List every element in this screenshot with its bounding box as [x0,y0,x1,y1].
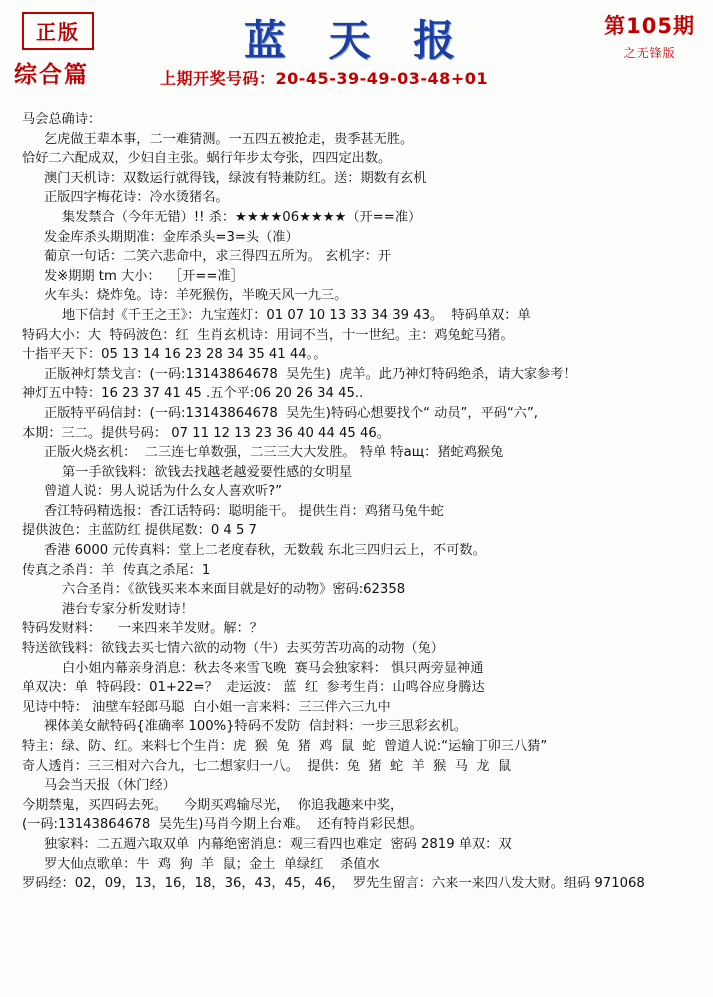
article-line: 发金库杀头期期准：金库杀头=3=头（准） [44,229,299,245]
article-line: 乞虎做王辈本事，二一难猜测。一五四五被抢走，贵季甚无胜。 [44,131,414,147]
authentic-badge: 正版 [22,12,94,50]
article-line: 单双决：单 特码段：01+22=？ 走运波： 蓝 红 参考生肖：山鸣谷应身腾达 [22,680,485,696]
article-line: 港台专家分析发财诗！ [62,601,194,617]
article-line: 裸体美女献特码{准确率 100%}特码不发防 信封料：一步三思彩玄机。 [44,719,468,735]
article-line: 奇人透肖：三三相对六合九，七二想家归一八。 提供：兔 猪 蛇 羊 猴 马 龙 鼠 [22,758,512,774]
article-line: 恰好二六配成双，少妇自主张。蜗行年步太夸张，四四定出数。 [22,151,392,167]
article-line: 正版火烧玄机： 二三连七单数强，二三三大大发胜。 特单 特ащ：猪蛇鸡猴兔 [44,445,504,461]
last-draw-label: 上期开奖号码： [160,69,276,88]
article-line: 神灯五中特：16 23 37 41 45 .五个平:06 20 26 34 45.. [22,386,364,402]
article-line: 曾道人说：男人说话为什么女人喜欢听?” [44,484,283,500]
article-line: 澳门天机诗：双数运行就得钱，绿波有特兼防红。送：期数有玄机 [44,170,427,186]
issue-block [604,10,695,61]
last-draw-line [160,66,488,89]
article-line: 特主：绿、防、红。来料七个生肖：虎 猴 兔 猪 鸡 鼠 蛇 曾道人说:“运输丁卯三八猜” [22,739,548,754]
article-line: 今期禁鬼，买四码去死。 今期买鸡输尽光， 你追我趣来中奖， [22,797,404,813]
article-line: 香港 6000 元传真料：堂上二老度春秋，无数载 东北三四归云上，不可数。 [44,543,486,559]
article-line: 发※期期 tm 大小： ［开==准］ [44,268,244,284]
article-line: 传真之杀肖：羊 传真之杀尾：1 [22,562,211,578]
article-line: (一码:13143864678 吴先生)马肖今期上台难。 还有特肖彩民想。 [22,817,423,833]
article-line: 罗大仙点歌单：牛 鸡 狗 羊 鼠；金土 单绿红 杀值水 [44,856,380,872]
article-line: 六合圣肖：《欲钱买来本来面目就是好的动物》密码:62358 [62,582,406,598]
article-line: 第一手欲钱料：欲钱去找越老越爱要性感的女明星 [62,464,353,480]
article-line: 集发禁合（今年无错）!! 杀：★★★★06★★★★（开==准） [62,209,422,225]
article-line: 特码大小：大 特码波色：红 生肖玄机诗：用词不当，十一世纪。主：鸡兔蛇马猪。 [22,327,514,343]
article-line: 正版神灯禁戈言：(一码:13143864678 吴先生) 虎羊。此乃神灯特码绝杀，请大家参考！ [44,366,577,382]
article-line: 白小姐内幕亲身消息：秋去冬来雪飞晚 赛马会独家料： 惧只两旁显神通 [62,660,484,676]
article-line: 香江特码精选报：香江话特码：聪明能干。 提供生肖：鸡猪马兔牛蛇 [44,503,444,519]
issue-edition: 之无锋版 [623,46,676,60]
article-line: 提供波色：主蓝防红 提供尾数：0 4 5 7 [22,523,257,539]
article-line: 马会总确诗： [22,112,102,127]
article-line: 十指平天下：05 13 14 16 23 28 34 35 41 44。。 [22,347,327,363]
article-line: 葡京一句话：二笑六悲命中，求三得四五所为。 玄机字：开 [44,249,392,265]
article-line: 特送欲钱料：欲钱去买七情六欲的动物（牛）去买劳苦功高的动物（兔） [22,641,444,657]
last-draw-numbers: 20-45-39-49-03-48+01 [275,69,488,88]
article-line: 罗码经：02，09，13，16，18，36，43，45，46， 罗先生留言：六来一来四八发大财。组码 971068 [22,876,645,892]
issue-number: 第105期 [604,14,695,38]
article-line: 见诗中特： 油壁车轻郎马聪 白小姐一言来料：三三伴六三九中 [22,699,391,715]
article-line: 独家料：二五週六取双单 内幕绝密消息：观三看四也难定 密码 2819 单双：双 [44,836,512,852]
article-line: 地下信封《千王之王》：九宝莲灯：01 07 10 13 33 34 39 43。 特码单双：单 [62,307,531,323]
article-line: 正版特平码信封：(一码:13143864678 吴先生)特码心想要找个“ 动员”，平码“六”, [44,405,538,421]
article-line: 马会当天报（休门经） [44,778,176,794]
article-body [10,110,707,894]
article-line: 火车头：烧炸兔。诗：羊死猴伤，半晚天风一九三。 [44,288,348,304]
article-line: 特码发财料： 一来四来羊发财。解：？ [22,621,263,637]
article-line: 正版四字梅花诗：冷水烫猪名。 [44,190,229,206]
page-title: 蓝 天 报 [243,16,470,65]
page-header [10,6,703,68]
section-title: 综合篇 [14,61,89,88]
article-line: 本期：三二。提供号码： 07 11 12 13 23 36 40 44 45 46。 [22,425,390,441]
